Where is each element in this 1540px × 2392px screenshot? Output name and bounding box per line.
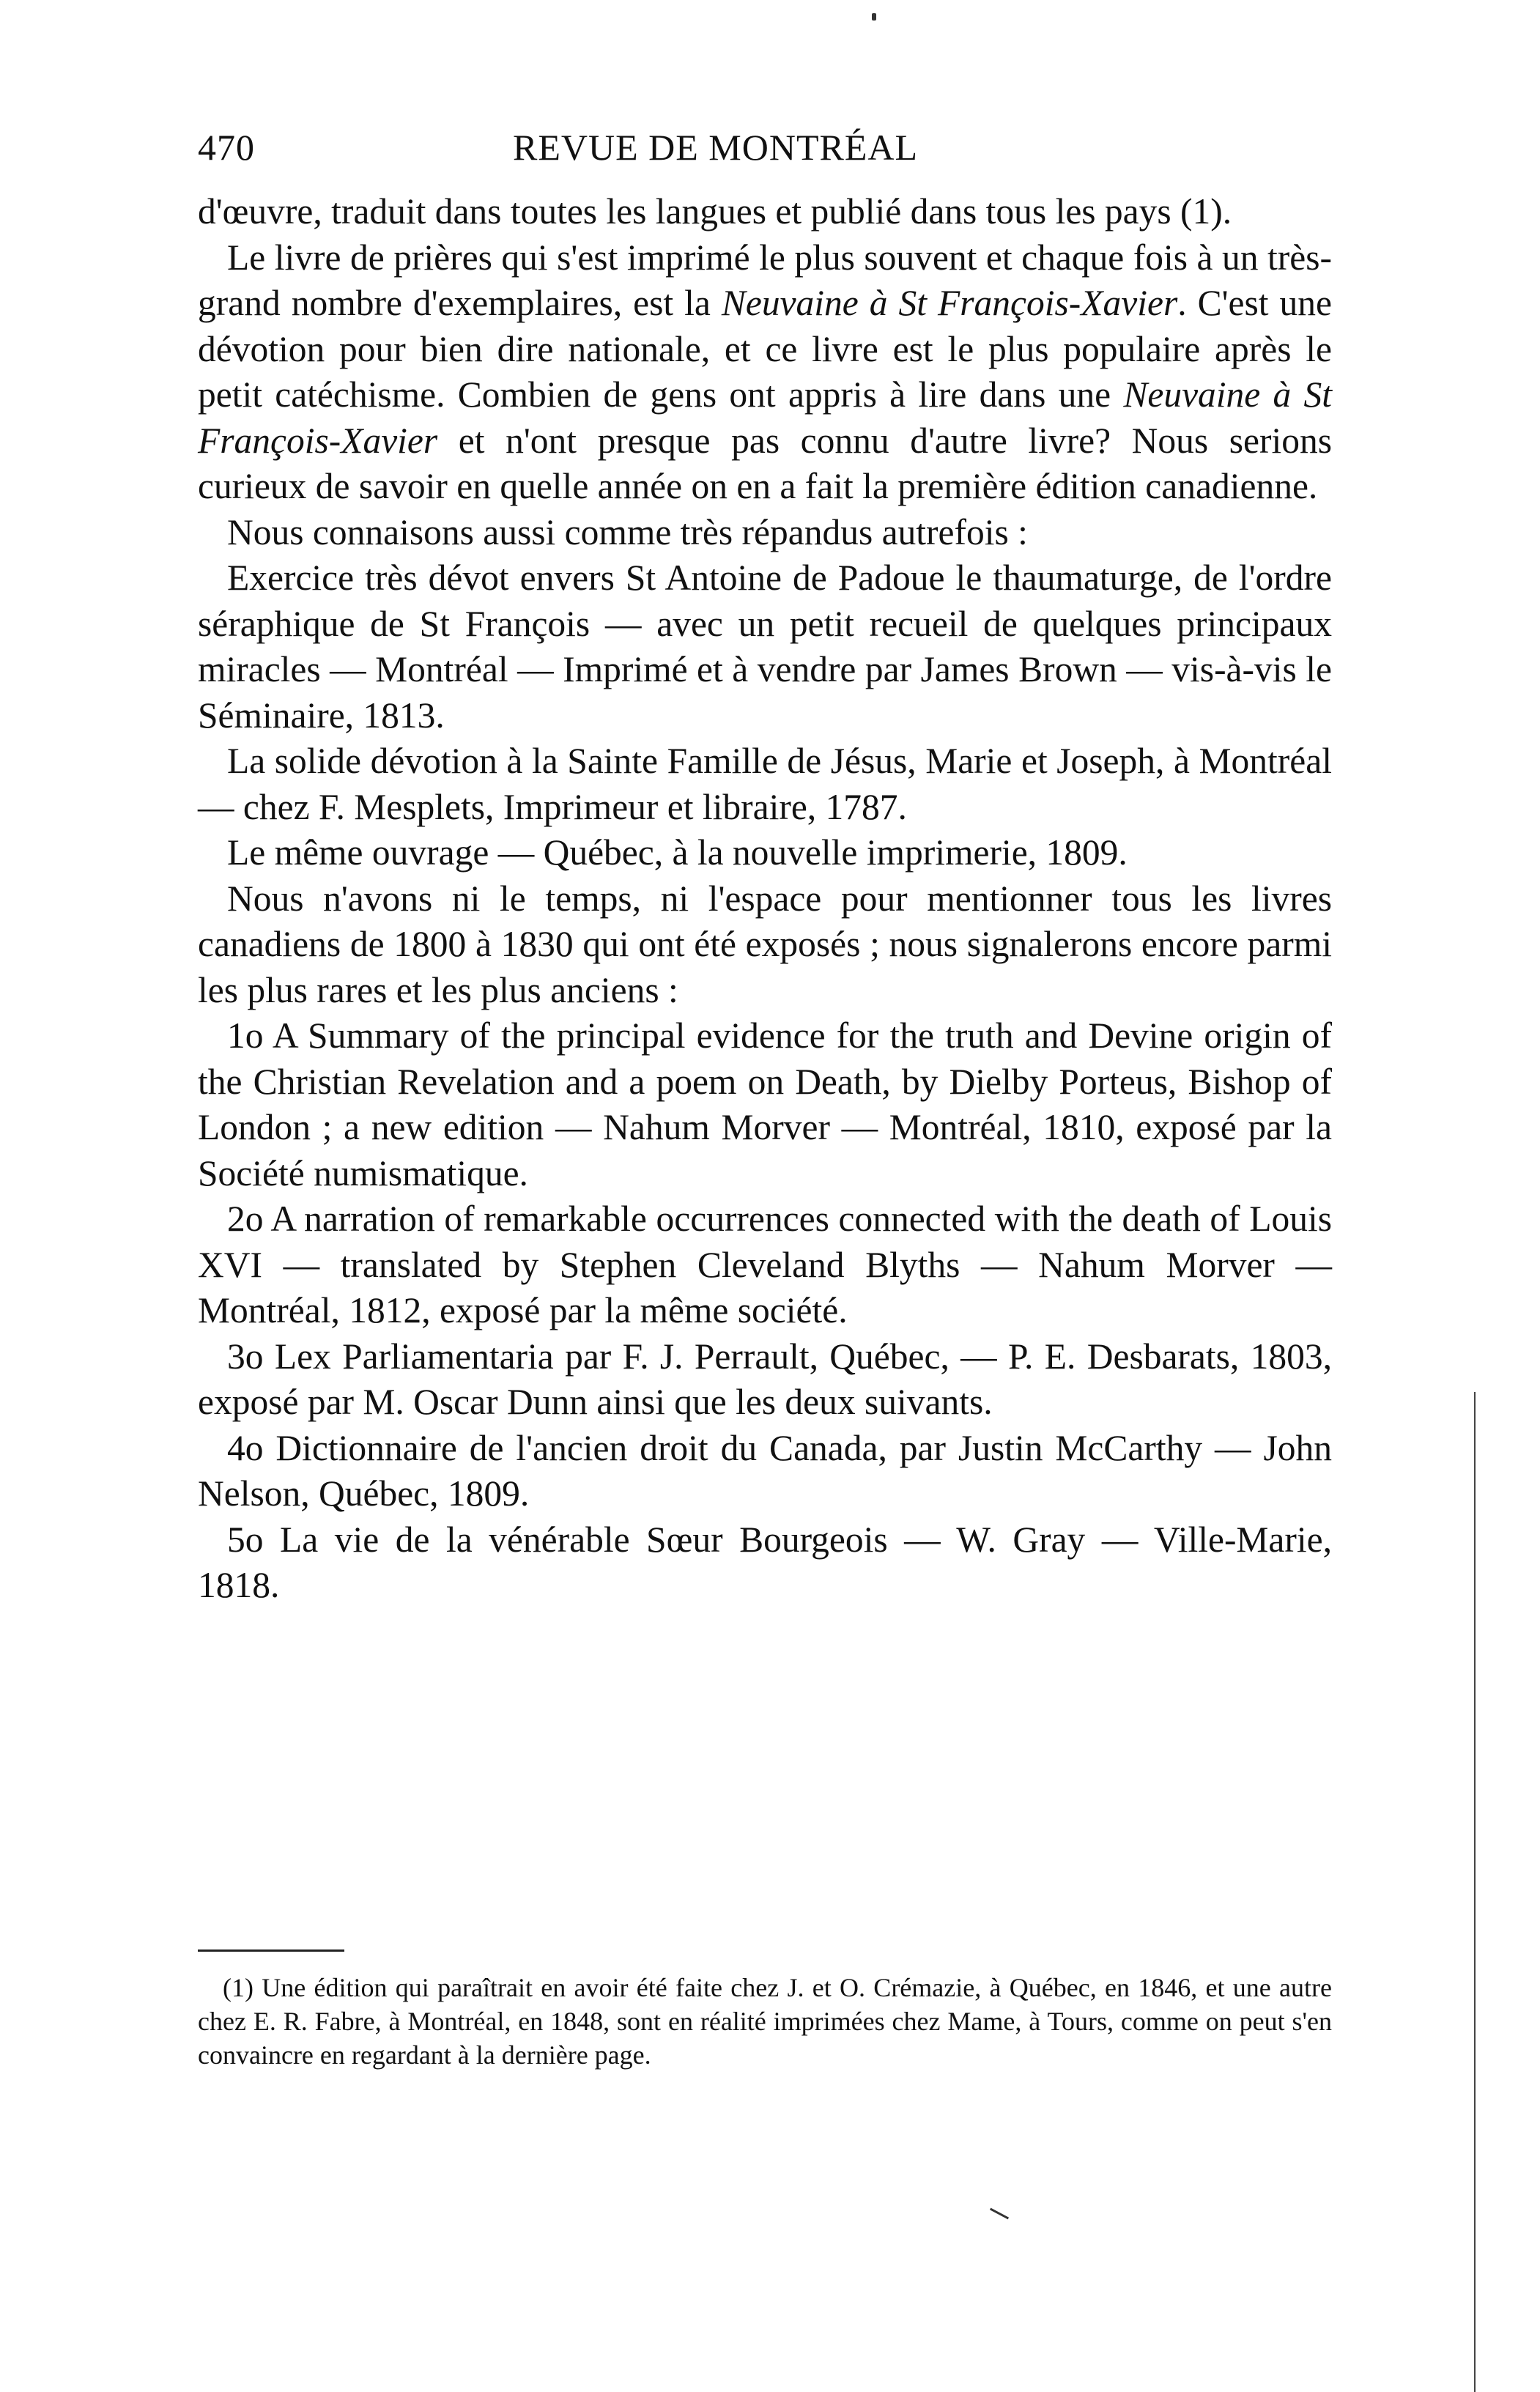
paragraph-solide-devotion: La solide dévotion à la Sainte Famille de Jésus, Marie et Joseph, à Montréal — chez F. Mesplets, Imprimeur et libraire, 1787.	[198, 741, 1332, 827]
running-title: REVUE DE MONTRÉAL	[513, 127, 919, 168]
footnote-reference: (1)	[1180, 191, 1223, 232]
list-item-3: 3o Lex Parliamentaria par F. J. Perrault, Québec, — P. E. Desbarats, 1803, exposé par M. Oscar Dunn ainsi que les deux suivants.	[198, 1336, 1332, 1422]
list-item-2: 2o A narration of remarkable occurrences connected with the death of Louis XVI — translated by Stephen Cleveland Blyths — Nahum Morver — Montréal, 1812, exposé par la même société.	[198, 1199, 1332, 1330]
scan-speck	[872, 13, 876, 21]
paragraph-livres-canadiens: Nous n'avons ni le temps, ni l'espace pour mentionner tous les livres canadiens de 1800 à 1830 qui ont été exposés ; nous signalerons encore parmi les plus rares et les plus anciens :	[198, 878, 1332, 1010]
paragraph-exercice: Exercice très dévot envers St Antoine de Padoue le thaumaturge, de l'ordre séraphique de St François — avec un petit recueil de quelques principaux miracles — Montréal — Imprimé et à vendre par James Brown — vis-à-vis le Séminaire, 1813.	[198, 558, 1332, 736]
footnote-divider	[198, 1949, 344, 1952]
scan-edge-line	[1474, 1392, 1476, 2392]
page-header	[198, 126, 1326, 177]
list-item-4: 4o Dictionnaire de l'ancien droit du Canada, par Justin McCarthy — John Nelson, Québec, 1809.	[198, 1427, 1332, 1514]
paragraph-text: Le livre de prières qui s'est imprimé le plus souvent et chaque fois à un très-grand nombre d'exemplaires, est la	[198, 237, 1332, 323]
main-text	[198, 189, 1332, 1609]
book-title-italic: Neuvaine à St François-Xavier	[721, 283, 1178, 323]
footnote-text: (1) Une édition qui paraîtrait en avoir été faite chez J. et O. Crémazie, à Québec, en 1846, et une autre chez E. R. Fabre, à Montréal, en 1848, sont en réalité imprimées chez Mame, à Tours, comme on peut s'en convaincre en regardant à la dernière page.	[198, 1973, 1332, 2070]
paragraph-intro-list: Nous connaisons aussi comme très répandus autrefois :	[227, 511, 1028, 552]
book-title-italic: Neuvaine à St François-Xavier	[198, 374, 1333, 461]
list-item-5: 5o La vie de la vénérable Sœur Bourgeois — W. Gray — Ville-Marie, 1818.	[198, 1519, 1332, 1605]
paragraph-text: d'œuvre, traduit dans toutes les langues et publié dans tous les pays	[198, 191, 1171, 232]
paragraph-prayer-book	[198, 235, 1332, 510]
paragraph-text: et n'ont presque pas connu d'autre livre? Nous serions curieux de savoir en quelle année on en a fait la première édition canadienne.	[198, 420, 1333, 506]
paragraph-text: . C'est une dévotion pour bien dire nationale, et ce livre est le plus populaire après le petit catéchisme. Combien de gens ont appris à lire dans une	[198, 283, 1332, 415]
paragraph-continuation: d'œuvre, traduit dans toutes les langues et publié dans tous les pays (1).	[198, 191, 1232, 232]
page-number: 470	[198, 127, 255, 168]
scan-mark	[990, 2208, 1009, 2220]
paragraph-meme-ouvrage: Le même ouvrage — Québec, à la nouvelle imprimerie, 1809.	[227, 832, 1128, 873]
list-item-1: 1o A Summary of the principal evidence for the truth and Devine origin of the Christian Revelation and a poem on Death, by Dielby Porteus, Bishop of London ; a new edition — Nahum Morver — Montréal, 1810, exposé par la Société numismatique.	[198, 1015, 1332, 1193]
footnote	[198, 1971, 1332, 2072]
